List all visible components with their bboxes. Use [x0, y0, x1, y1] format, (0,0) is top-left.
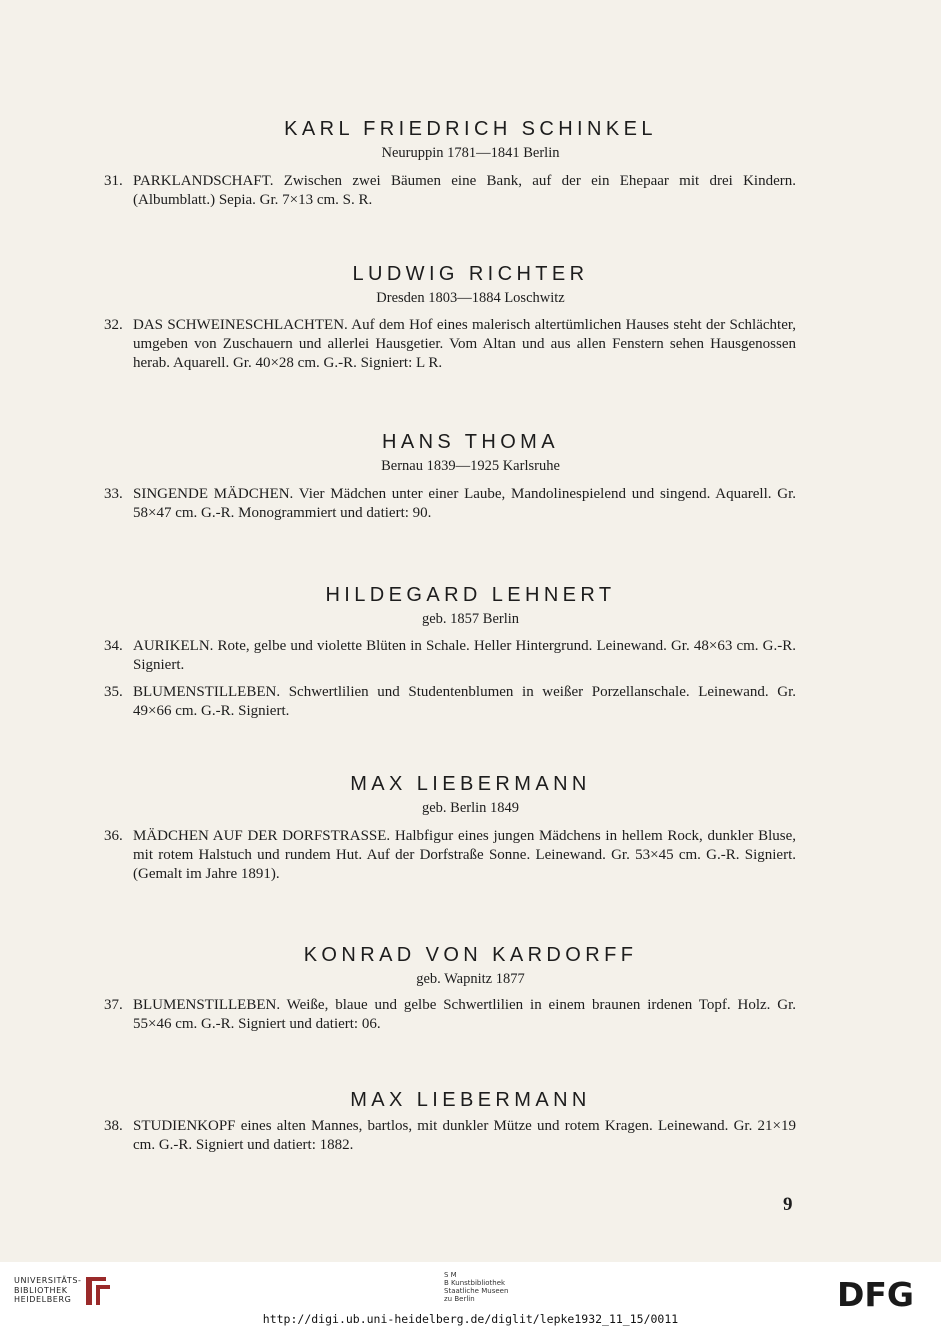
entry-text: AURIKELN. Rote, gelbe und violette Blüten in Schale. Heller Hintergrund. Leinewand. Gr. 48×63 cm. G.-R. Signiert. [133, 638, 796, 673]
catalog-entry [104, 827, 796, 884]
entry-number: 36. [104, 828, 123, 844]
university-library-label [14, 1276, 92, 1305]
artist-heading [0, 772, 941, 818]
artist-life-dates: Dresden 1803—1884 Loschwitz [376, 290, 565, 306]
entry-text: MÄDCHEN AUF DER DORFSTRASSE. Halbfigur eines jungen Mädchens in hellem Rock, dunkler Bluse, mit rotem Halstuch und rundem Hut. Auf der Dorfstraße Sonne. Leinewand. Gr. 53×45 cm. G.-R. Signiert. (Gemalt im Jahre 1891). [133, 828, 796, 882]
museum-line: S M [444, 1271, 457, 1279]
dfg-logo [837, 1279, 929, 1309]
svg-text:DFG: DFG [837, 1279, 915, 1309]
catalog-entry [104, 485, 796, 523]
museum-line: Staatliche Museen [444, 1287, 509, 1295]
artist-heading [0, 583, 941, 629]
artist-heading [0, 943, 941, 989]
catalog-entry [104, 637, 796, 675]
catalog-entry [104, 996, 796, 1034]
artist-life-dates: Bernau 1839—1925 Karlsruhe [381, 458, 560, 474]
artist-life-dates: Neuruppin 1781—1841 Berlin [381, 145, 560, 161]
artist-name: LUDWIG RICHTER [352, 263, 589, 285]
artist-name: MAX LIEBERMANN [350, 773, 591, 795]
entry-text: STUDIENKOPF eines alten Mannes, bartlos, mit dunkler Mütze und rotem Kragen. Leinewand. Gr. 21×19 cm. G.-R. Signiert und datiert: 1882. [133, 1118, 796, 1153]
artist-heading [0, 1088, 941, 1112]
artist-name: HANS THOMA [382, 431, 559, 453]
catalog-entry [104, 683, 796, 721]
artist-heading [0, 117, 941, 163]
entry-number: 38. [104, 1118, 123, 1134]
university-line: HEIDELBERG [14, 1295, 72, 1304]
artist-heading [0, 430, 941, 476]
entry-number: 32. [104, 317, 123, 333]
footer-bar [0, 1262, 941, 1328]
catalog-entry [104, 316, 796, 373]
university-crest-icon [82, 1273, 114, 1309]
entry-text: BLUMENSTILLEBEN. Schwertlilien und Studentenblumen in weißer Porzellanschale. Leinewand. Gr. 49×66 cm. G.-R. Signiert. [133, 684, 796, 719]
university-line: UNIVERSITÄTS- [14, 1276, 82, 1285]
entry-number: 33. [104, 486, 123, 502]
page-number: 9 [783, 1194, 793, 1215]
entry-text: PARKLANDSCHAFT. Zwischen zwei Bäumen eine Bank, auf der ein Ehepaar mit drei Kindern. (Albumblatt.) Sepia. Gr. 7×13 cm. S. R. [133, 173, 796, 208]
entry-number: 37. [104, 997, 123, 1013]
artist-name: KARL FRIEDRICH SCHINKEL [284, 118, 657, 140]
artist-name: HILDEGARD LEHNERT [325, 584, 616, 606]
university-line: BIBLIOTHEK [14, 1285, 68, 1295]
catalog-entry [104, 1117, 796, 1155]
artist-heading [0, 262, 941, 308]
museum-line: zu Berlin [444, 1295, 475, 1303]
artist-life-dates: geb. 1857 Berlin [421, 611, 520, 627]
entry-text: SINGENDE MÄDCHEN. Vier Mädchen unter einer Laube, Mandolinespielend und singend. Aquarell. Gr. 58×47 cm. G.-R. Monogrammiert und datiert: 90. [133, 486, 796, 521]
artist-name: MAX LIEBERMANN [350, 1089, 591, 1111]
source-url[interactable]: http://digi.ub.uni-heidelberg.de/diglit/lepke1932_11_15/0011 [262, 1312, 679, 1326]
artist-life-dates: geb. Wapnitz 1877 [416, 971, 525, 987]
catalog-entry [104, 172, 796, 210]
artist-name: KONRAD VON KARDORFF [303, 944, 638, 966]
entry-number: 31. [104, 173, 123, 189]
museum-label [444, 1271, 508, 1303]
museum-line: B Kunstbibliothek [444, 1279, 506, 1287]
entry-number: 34. [104, 638, 123, 654]
entry-text: DAS SCHWEINESCHLACHTEN. Auf dem Hof eines malerisch altertümlichen Hauses steht der Schlächter, umgeben von Zuschauern und allerlei Hausgetier. Vom Altan und aus allen Fenstern sehen Hausgenossen herab. Aquarell. Gr. 40×28 cm. G.-R. Signiert: L R. [133, 317, 796, 371]
artist-life-dates: geb. Berlin 1849 [421, 800, 520, 816]
entry-text: BLUMENSTILLEBEN. Weiße, blaue und gelbe Schwertlilien in einem braunen irdenen Topf. Holz. Gr. 55×46 cm. G.-R. Signiert und datiert: 06. [133, 997, 796, 1032]
entry-number: 35. [104, 684, 123, 700]
